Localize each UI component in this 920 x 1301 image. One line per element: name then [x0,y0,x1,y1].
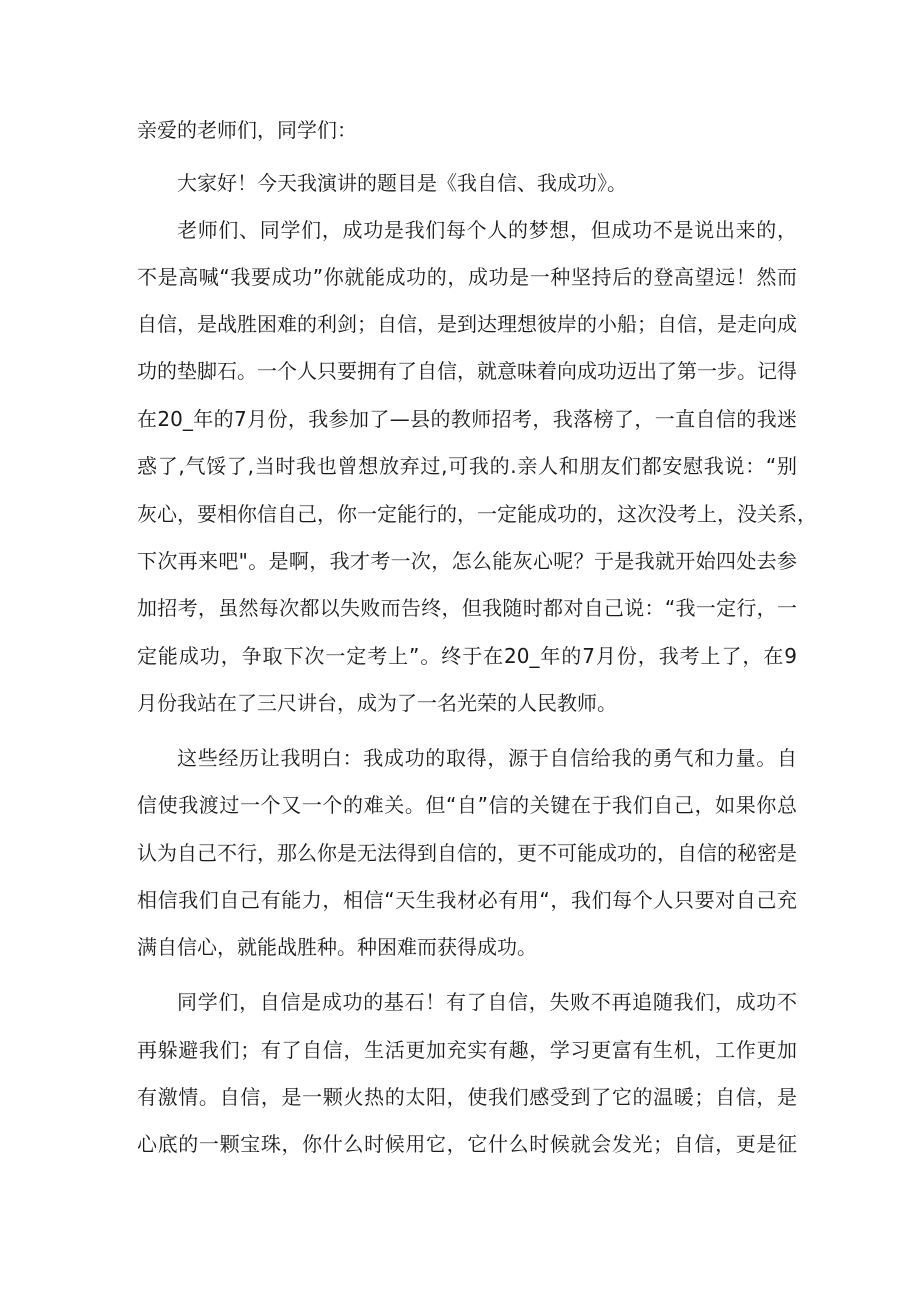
paragraph-line: 定能成功，争取下次一定考上”。终于在20_年的7月份，我考上了，在9 [137,644,797,668]
paragraph-line: 老师们、同学们，成功是我们每个人的梦想，但成功不是说出来的， [177,218,797,242]
paragraph-line: 认为自己不行，那么你是无法得到自信的，更不可能成功的，自信的秘密是 [137,841,797,865]
paragraph-line: 心底的一颗宝珠，你什么时候用它，它什么时候就会发光；自信，更是征 [137,1132,797,1156]
paragraph-line: 再躲避我们；有了自信，生活更加充实有趣，学习更富有生机，工作更加 [137,1038,797,1062]
salutation: 亲爱的老师们，同学们： [137,118,357,142]
paragraph-line: 同学们，自信是成功的基石！有了自信，失败不再追随我们，成功不 [177,990,797,1014]
paragraph-line: 灰心，要相你信自己，你一定能行的，一定能成功的，这次没考上，没关系， [137,502,817,526]
paragraph-line: 信使我渡过一个又一个的难关。但“自”信的关键在于我们自己，如果你总 [137,793,797,817]
paragraph-line: 相信我们自己有能力，相信“天生我材必有用“，我们每个人只要对自己充 [137,888,797,912]
paragraph-line: 月份我站在了三尺讲台，成为了一名光荣的人民教师。 [137,691,617,715]
paragraph-line: 这些经历让我明白：我成功的取得，源于自信给我的勇气和力量。自 [177,746,797,770]
paragraph-line: 惑了,气馁了,当时我也曾想放弃过,可我的.亲人和朋友们都安慰我说：“别 [137,454,797,478]
paragraph-line: 在20_年的7月份，我参加了—县的教师招考，我落榜了，一直自信的我迷 [137,407,797,431]
paragraph-line: 功的垫脚石。一个人只要拥有了自信，就意味着向成功迈出了第一步。记得 [137,359,797,383]
paragraph-line: 有激情。自信，是一颗火热的太阳，使我们感受到了它的温暖；自信，是 [137,1085,797,1109]
paragraph-line: 不是高喊“我要成功”你就能成功的，成功是一种坚持后的登高望远！然而 [137,265,797,289]
paragraph-line: 加招考，虽然每次都以失败而告终，但我随时都对自己说：“我一定行，一 [137,596,797,620]
paragraph-line: 满自信心，就能战胜种。种困难而获得成功。 [137,935,537,959]
greeting-line: 大家好！今天我演讲的题目是《我自信、我成功》。 [177,171,627,195]
paragraph-line: 自信，是战胜困难的利剑；自信，是到达理想彼岸的小船；自信，是走向成 [137,312,797,336]
paragraph-line: 下次再来吧"。是啊，我才考一次，怎么能灰心呢？于是我就开始四处去参 [137,549,797,573]
